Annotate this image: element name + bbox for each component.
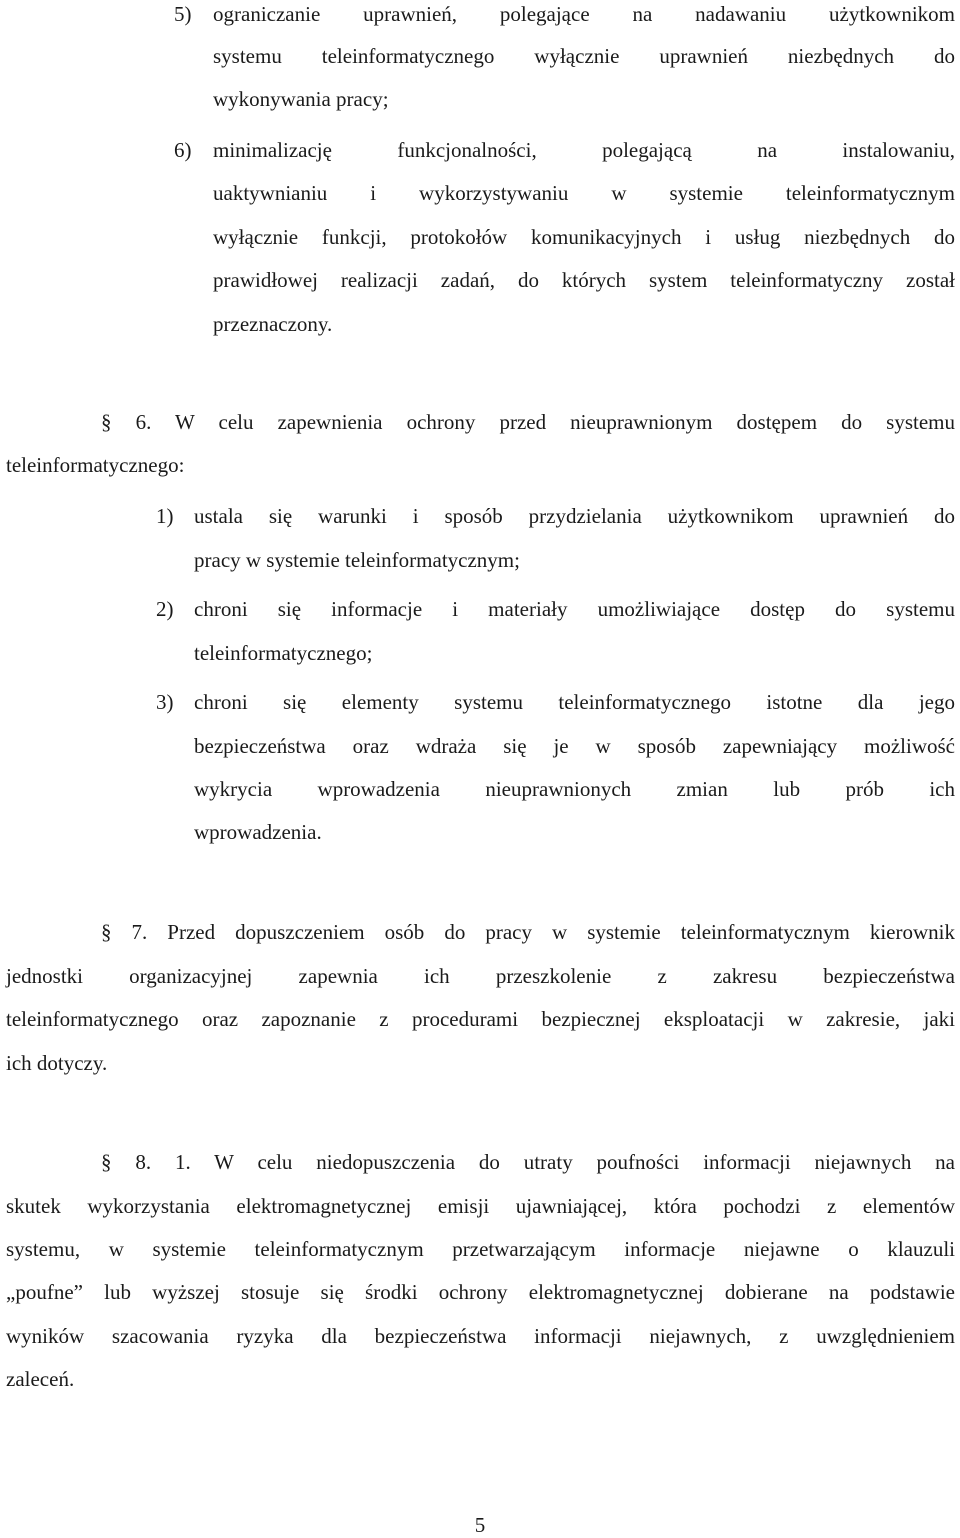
list-number: 5) [174, 2, 192, 26]
page-number: 5 [474, 1513, 486, 1537]
list-item-line: chroni się elementy systemu teleinformatycznego istotne dla jego [194, 690, 955, 714]
list-item-line: chroni się informacje i materiały umożliwiające dostęp do systemu [194, 597, 955, 621]
section-8-line: zaleceń. [6, 1367, 75, 1391]
list-item-line: systemu teleinformatycznego wyłącznie uprawnień niezbędnych do [213, 44, 955, 68]
list-item-line: wykrycia wprowadzenia nieuprawnionych zmian lub prób ich [194, 777, 955, 801]
list-item-line: wprowadzenia. [194, 820, 322, 844]
section-8-line: „poufne” lub wyższej stosuje się środki ochrony elektromagnetycznej dobierane na podstawie [6, 1280, 955, 1304]
section-7-line: ich dotyczy. [6, 1051, 108, 1075]
list-item-line: ograniczanie uprawnień, polegające na nadawaniu użytkownikom [213, 2, 955, 26]
section-7-heading-line: § 7. Przed dopuszczeniem osób do pracy w systemie teleinformatycznym kierownik [101, 920, 955, 944]
list-number: 6) [174, 138, 192, 162]
list-item-line: przeznaczony. [213, 312, 333, 336]
list-item-line: bezpieczeństwa oraz wdraża się je w sposób zapewniający możliwość [194, 734, 955, 758]
list-item-line: minimalizację funkcjonalności, polegającą na instalowaniu, [213, 138, 955, 162]
section-8-line: skutek wykorzystania elektromagnetycznej emisji ujawniającej, która pochodzi z elementów [6, 1194, 955, 1218]
list-item-line: prawidłowej realizacji zadań, do których system teleinformatyczny został [213, 268, 955, 292]
list-number: 1) [156, 504, 174, 528]
list-item-line: ustala się warunki i sposób przydzielania użytkownikom uprawnień do [194, 504, 955, 528]
section-6-heading-line: § 6. W celu zapewnienia ochrony przed nieuprawnionym dostępem do systemu [101, 410, 955, 434]
list-item-line: wyłącznie funkcji, protokołów komunikacyjnych i usług niezbędnych do [213, 225, 955, 249]
section-8-heading-line: § 8. 1. W celu niedopuszczenia do utraty poufności informacji niejawnych na [101, 1150, 955, 1174]
section-6-line: teleinformatycznego: [6, 453, 185, 477]
section-7-line: teleinformatycznego oraz zapoznanie z procedurami bezpiecznej eksploatacji w zakresie, jaki [6, 1007, 955, 1031]
list-number: 2) [156, 597, 174, 621]
section-8-line: systemu, w systemie teleinformatycznym przetwarzającym informacje niejawne o klauzuli [6, 1237, 955, 1261]
list-number: 3) [156, 690, 174, 714]
section-8-line: wyników szacowania ryzyka dla bezpieczeństwa informacji niejawnych, z uwzględnieniem [6, 1324, 955, 1348]
list-item-line: teleinformatycznego; [194, 641, 373, 665]
list-item-line: uaktywnianiu i wykorzystywaniu w systemie teleinformatycznym [213, 181, 955, 205]
list-item-line: wykonywania pracy; [213, 87, 389, 111]
section-7-line: jednostki organizacyjnej zapewnia ich przeszkolenie z zakresu bezpieczeństwa [6, 964, 955, 988]
list-item-line: pracy w systemie teleinformatycznym; [194, 548, 520, 572]
